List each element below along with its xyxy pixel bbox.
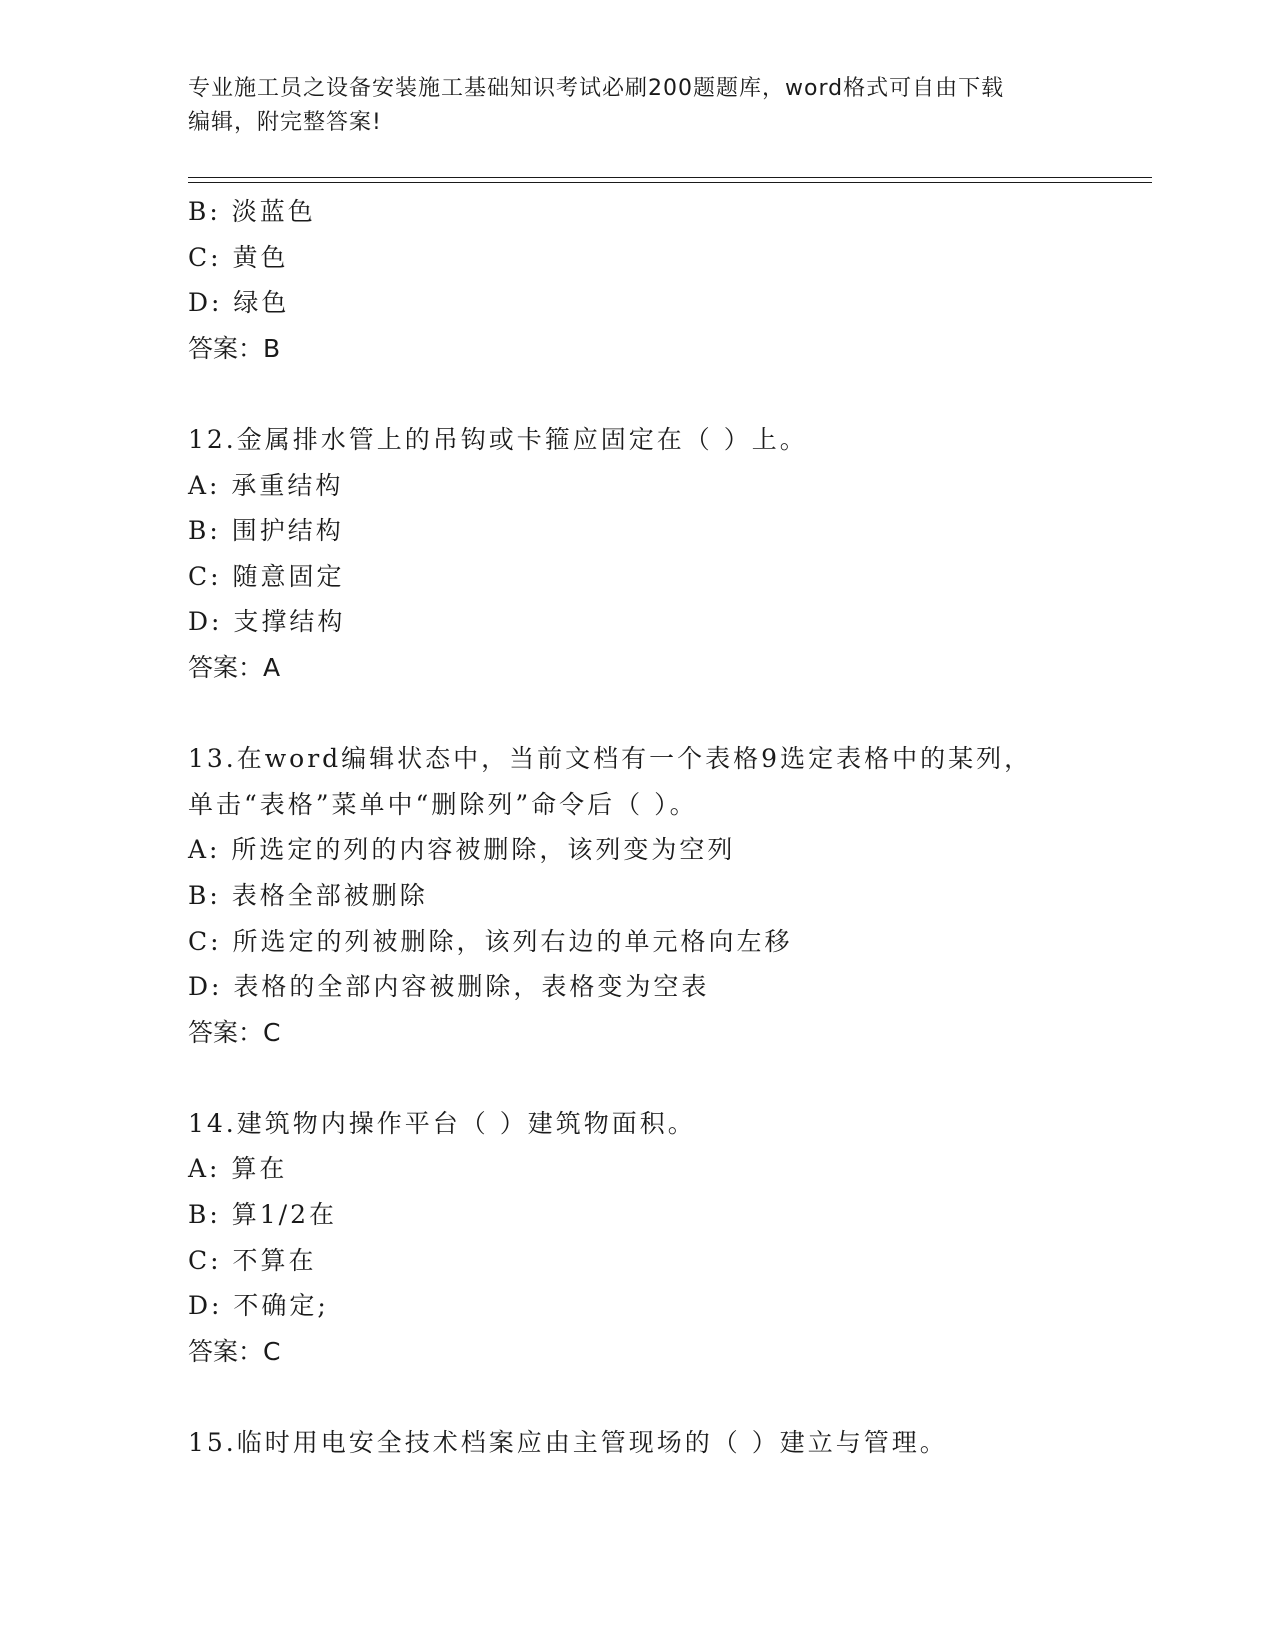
option-d: D: 表格的全部内容被删除，表格变为空表 — [188, 972, 710, 1002]
document-header — [188, 72, 1088, 140]
question-13 — [188, 736, 1148, 1055]
header-divider-bottom — [188, 182, 1152, 183]
answer-line: 答案：B — [188, 333, 281, 363]
question-15 — [188, 1420, 1148, 1466]
option-d: D: 绿色 — [188, 288, 290, 318]
option-b: B: 算1/2在 — [188, 1200, 337, 1230]
spacer — [188, 1055, 1148, 1101]
question-list — [188, 189, 1148, 1466]
option-c: C: 所选定的列被删除，该列右边的单元格向左移 — [188, 926, 793, 956]
question-stem-continued: 单击“表格”菜单中“删除列”命令后（ ）。 — [188, 789, 698, 819]
option-a: A: 算在 — [188, 1154, 288, 1184]
answer-line: 答案：A — [188, 652, 281, 682]
spacer — [188, 691, 1148, 737]
question-stem: 12.金属排水管上的吊钩或卡箍应固定在（ ）上。 — [188, 424, 808, 454]
spacer — [188, 371, 1148, 417]
option-c: C: 随意固定 — [188, 561, 345, 591]
question-14 — [188, 1101, 1148, 1375]
answer-line: 答案：C — [188, 1017, 281, 1047]
question-stem: 15.临时用电安全技术档案应由主管现场的（ ）建立与管理。 — [188, 1428, 948, 1458]
option-a: A: 所选定的列的内容被删除，该列变为空列 — [188, 835, 736, 865]
option-b: B: 表格全部被删除 — [188, 880, 428, 910]
header-divider-top — [188, 177, 1152, 178]
option-d: D: 支撑结构 — [188, 607, 346, 637]
question-12 — [188, 417, 1148, 691]
question-stem: 14.建筑物内操作平台（ ）建筑物面积。 — [188, 1108, 696, 1138]
previous-question — [188, 189, 1148, 371]
header-title-line-2: 编辑，附完整答案! — [188, 110, 382, 135]
header-title-line-1: 专业施工员之设备安装施工基础知识考试必刷200题题库，word格式可自由下载 — [188, 76, 1005, 101]
option-b: B: 围护结构 — [188, 516, 344, 546]
option-a: A: 承重结构 — [188, 470, 344, 500]
option-c: C: 不算在 — [188, 1245, 317, 1275]
spacer — [188, 1374, 1148, 1420]
option-d: D: 不确定; — [188, 1291, 329, 1321]
option-c: C: 黄色 — [188, 242, 289, 272]
question-stem: 13.在word编辑状态中，当前文档有一个表格9选定表格中的某列， — [188, 744, 1033, 774]
answer-line: 答案：C — [188, 1336, 281, 1366]
option-b: B: 淡蓝色 — [188, 197, 316, 226]
